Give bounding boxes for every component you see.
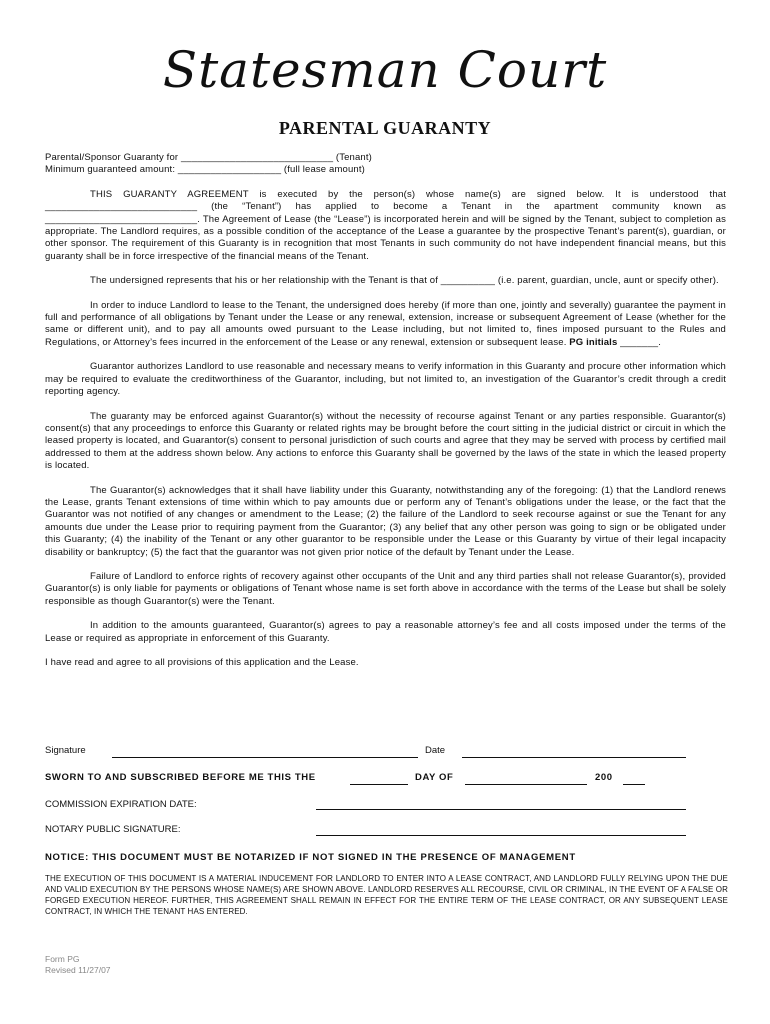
- execution-clause: THE EXECUTION OF THIS DOCUMENT IS A MATERIAL INDUCEMENT FOR LANDLORD TO ENTER INTO A LEASE CONTRACT, AND LANDLORD FULLY RELYING UPON THE DUE AND VALID EXECUTION BY THE PERSONS WHOSE NAME(S) ARE SHOWN ABOVE. LANDLORD RESERVES ALL RECOURSE, CIVIL OR CRIMINAL, IN THE EVENT OF A FALSE OR FORGED EXECUTION HEREOF. FURTHER, THIS AGREEMENT SHALL REMAIN IN EFFECT FOR THE ENTIRE TERM OF THE LEASE CONTRACT, OR ANY SUBSEQUENT LEASE CONTRACT, IN WHICH THE TENANT HAS ENTERED.: [45, 874, 728, 916]
- year-line[interactable]: [623, 774, 645, 785]
- pg-initials-label: PG initials: [569, 336, 618, 348]
- paragraph-inducement: [45, 300, 726, 350]
- notarize-notice: NOTICE: THIS DOCUMENT MUST BE NOTARIZED IF NOT SIGNED IN THE PRESENCE OF MANAGEMENT: [45, 852, 576, 863]
- date-line[interactable]: [462, 747, 686, 758]
- paragraph-verification: Guarantor authorizes Landlord to use reasonable and necessary means to verify information in this Guaranty and procure other information which may be required to evaluate the creditworthiness of the Guarantor, including, but not limited to, an investigation of the Guarantor’s credit through a credit reporting agency.: [45, 361, 726, 398]
- guaranty-body: [45, 152, 726, 669]
- paragraph-agreement: THIS GUARANTY AGREEMENT is executed by the person(s) whose name(s) are signed below. It is understood that ____________________________ (the “Tenant”) has applied to become a Tenant in the apartment community known as ____________________________. The Agreement of Lease (the “Lease”) is incorporated herein and will be signed by the Tenant, subject to completion as appropriate. The Landlord requires, as a possible condition of the acceptance of the Lease a guarantee by the prospective Tenant’s parent(s), guardian, or other sponsor. The requirement of this Guaranty is in recognition that most Tenants in such community do not have independent financial means, but this guaranty shall be in force irrespective of the financial means of the Tenant.: [45, 188, 726, 262]
- minimum-amount-line: Minimum guaranteed amount: ___________________ (full lease amount): [45, 164, 365, 176]
- paragraph-agreement-ack: I have read and agree to all provisions of this application and the Lease.: [45, 657, 359, 668]
- sworn-day-line[interactable]: [350, 774, 408, 785]
- paragraph-liability: The Guarantor(s) acknowledges that it shall have liability under this Guaranty, notwithstanding any of the foregoing: (1) that the Landlord renews the Lease, grants Tenant extensions of time within which to pay amounts due or perform any of Tenant’s obligations under the lease, or the fact that the Guarantor was not notified of any changes or amendment to the Lease; (2) the failure of the Landlord to seek recourse against or sue the Tenant for any amounts due under the Lease prior to requiring payment from the Guarantor; (3) any belief that any other person was going to sign or be obligated under this Guaranty; (4) the inability of the Tenant or any other guarantor to be responsible under the Lease or this Guaranty by virtue of their legal incapacity disability or bankruptcy; (5) the fact that the guarantor was not given prior notice of the default by Tenant under the Lease.: [45, 484, 726, 558]
- statesman-court-logo: Statesman Court: [162, 41, 608, 99]
- day-of-label: DAY OF: [415, 772, 454, 783]
- paragraph-enforcement: The guaranty may be enforced against Guarantor(s) without the necessity of recourse against Tenant or any parties responsible. Guarantor(s) consent(s) that any proceedings to enforce this Guaranty or related rights may be brought before the court sitting in the judicial district or circuit in which the leased property is located, and Guarantor(s) consent to personal jurisdiction of such courts and agree that they may be served with process by certified mail addressed to them at the address shown below. Any actions to enforce this Guaranty shall be governed by the laws of the state in which the leased property is located.: [45, 410, 726, 472]
- signature-label: Signature: [45, 745, 86, 756]
- date-label: Date: [425, 745, 446, 756]
- month-line[interactable]: [465, 774, 587, 785]
- signature-block: [45, 745, 735, 845]
- paragraph-recovery: Failure of Landlord to enforce rights of recovery against other occupants of the Unit and any third parties shall not release Guarantor(s), provided Guarantor(s) is only liable for payments or obligations of Tenant whose name is set forth above in accordance with the terms of the Lease but shall be solely responsible as though Guarantor(s) were the Tenant.: [45, 570, 726, 607]
- signature-line[interactable]: [112, 747, 418, 758]
- paragraph-relationship: The undersigned represents that his or her relationship with the Tenant is that of __________ (i.e. parent, guardian, uncle, aunt or specify other).: [90, 275, 719, 287]
- inducement-text: In order to induce Landlord to lease to the Tenant, the undersigned does hereby (if more than one, jointly and severally) guarantee the payment in full and performance of all obligations by Tenant under the Lease or any renewal, extension, increase or subsequent Agreement of Lease (whether for the same or different unit), and to pay all amounts owed pursuant to the Lease including, but not limited to, fines imposed pursuant to the Rules and Regulations, or Attorney’s fees incurred in the enforcement of the Lease or any renewal, extension or subsequent lease.: [45, 299, 726, 348]
- notary-signature-label: NOTARY PUBLIC SIGNATURE:: [45, 824, 181, 835]
- year-label: 200: [595, 772, 613, 783]
- sponsor-line: Parental/Sponsor Guaranty for ____________________________ (Tenant): [45, 152, 372, 163]
- paragraph-fees: In addition to the amounts guaranteed, Guarantor(s) agrees to pay a reasonable attorney’s fee and all costs imposed under the terms of the Lease or required as appropriate in enforcement of this Guaranty.: [45, 620, 726, 644]
- sworn-label: SWORN TO AND SUBSCRIBED BEFORE ME THIS THE: [45, 772, 316, 783]
- revision-date: Revised 11/27/07: [45, 965, 111, 975]
- notary-signature-line[interactable]: [316, 825, 686, 836]
- document-title: PARENTAL GUARANTY: [278, 118, 492, 138]
- commission-expiration-label: COMMISSION EXPIRATION DATE:: [45, 799, 197, 810]
- commission-expiration-line[interactable]: [316, 799, 686, 810]
- form-footer: [45, 954, 111, 976]
- pg-initials-blank[interactable]: _______.: [617, 336, 662, 348]
- form-id: Form PG: [45, 954, 80, 964]
